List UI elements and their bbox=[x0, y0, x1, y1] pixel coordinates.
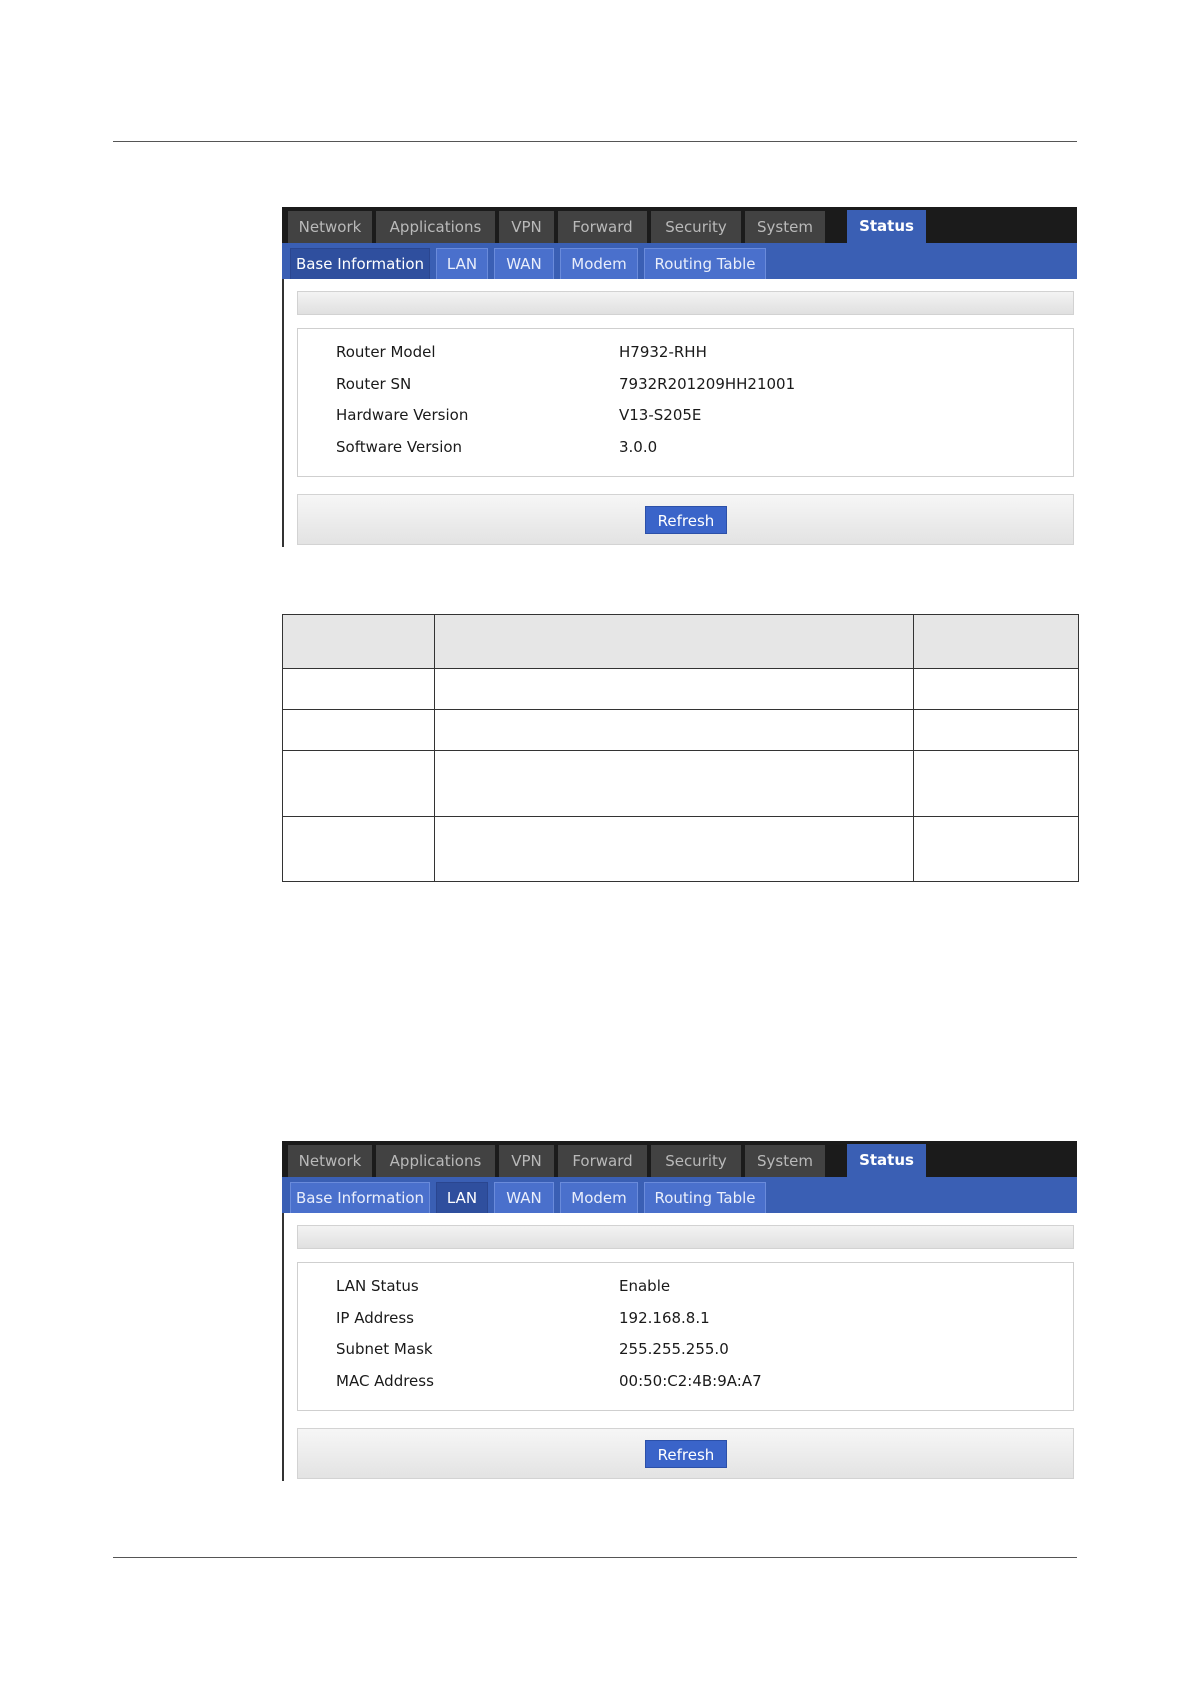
info-label: Router Model bbox=[336, 343, 436, 361]
table-cell bbox=[914, 816, 1079, 881]
info-label: MAC Address bbox=[336, 1372, 434, 1390]
section-header-bar bbox=[297, 1225, 1074, 1249]
button-bar bbox=[297, 1428, 1074, 1479]
table-row bbox=[283, 816, 1079, 881]
info-value: 3.0.0 bbox=[619, 438, 658, 456]
info-value: Enable bbox=[619, 1277, 671, 1295]
header-rule bbox=[113, 141, 1077, 142]
table-cell bbox=[434, 816, 913, 881]
info-value: H7932-RHH bbox=[619, 343, 707, 361]
subtab-base-information[interactable]: Base Information bbox=[290, 248, 430, 279]
table-row bbox=[283, 751, 1079, 816]
sub-nav bbox=[282, 243, 1077, 279]
table-cell bbox=[914, 710, 1079, 751]
tab-network[interactable]: Network bbox=[288, 211, 372, 243]
tab-status[interactable]: Status bbox=[847, 1144, 926, 1177]
table-cell bbox=[283, 751, 435, 816]
table-header-cell bbox=[914, 615, 1079, 669]
subtab-lan[interactable]: LAN bbox=[436, 248, 488, 279]
footer-rule bbox=[113, 1557, 1077, 1558]
info-label: Router SN bbox=[336, 375, 412, 393]
info-box bbox=[297, 1262, 1074, 1411]
table-cell bbox=[434, 751, 913, 816]
router-status-panel-base bbox=[282, 207, 1077, 547]
table-cell bbox=[283, 669, 435, 710]
info-value: 7932R201209HH21001 bbox=[619, 375, 796, 393]
table-header-row bbox=[283, 615, 1079, 669]
table-cell bbox=[914, 751, 1079, 816]
subtab-modem[interactable]: Modem bbox=[560, 248, 638, 279]
table-cell bbox=[434, 669, 913, 710]
table-cell bbox=[434, 710, 913, 751]
subtab-wan[interactable]: WAN bbox=[494, 1182, 554, 1213]
tab-status[interactable]: Status bbox=[847, 210, 926, 243]
tab-system[interactable]: System bbox=[745, 211, 825, 243]
router-status-panel-lan bbox=[282, 1141, 1077, 1481]
table-row bbox=[283, 710, 1079, 751]
table-cell bbox=[914, 669, 1079, 710]
info-box bbox=[297, 328, 1074, 477]
tab-network[interactable]: Network bbox=[288, 1145, 372, 1177]
info-value: 192.168.8.1 bbox=[619, 1309, 710, 1327]
section-header-bar bbox=[297, 291, 1074, 315]
sub-nav bbox=[282, 1177, 1077, 1213]
info-label: IP Address bbox=[336, 1309, 414, 1327]
table-row bbox=[283, 669, 1079, 710]
refresh-button[interactable]: Refresh bbox=[645, 506, 727, 534]
table-header-cell bbox=[434, 615, 913, 669]
tab-forward[interactable]: Forward bbox=[558, 211, 647, 243]
tab-forward[interactable]: Forward bbox=[558, 1145, 647, 1177]
info-value: 255.255.255.0 bbox=[619, 1340, 729, 1358]
content-area bbox=[282, 279, 1077, 547]
subtab-base-information[interactable]: Base Information bbox=[290, 1182, 430, 1213]
subtab-lan[interactable]: LAN bbox=[436, 1182, 488, 1213]
tab-security[interactable]: Security bbox=[651, 1145, 741, 1177]
subtab-modem[interactable]: Modem bbox=[560, 1182, 638, 1213]
tab-applications[interactable]: Applications bbox=[376, 1145, 495, 1177]
main-nav bbox=[282, 207, 1077, 243]
tab-vpn[interactable]: VPN bbox=[499, 211, 554, 243]
table-cell bbox=[283, 710, 435, 751]
tab-applications[interactable]: Applications bbox=[376, 211, 495, 243]
subtab-routing-table[interactable]: Routing Table bbox=[644, 1182, 766, 1213]
content-area bbox=[282, 1213, 1077, 1481]
table-cell bbox=[283, 816, 435, 881]
parameter-table bbox=[282, 614, 1079, 882]
subtab-routing-table[interactable]: Routing Table bbox=[644, 248, 766, 279]
info-label: Subnet Mask bbox=[336, 1340, 433, 1358]
info-label: Hardware Version bbox=[336, 406, 469, 424]
info-value: V13-S205E bbox=[619, 406, 702, 424]
info-label: Software Version bbox=[336, 438, 463, 456]
refresh-button[interactable]: Refresh bbox=[645, 1440, 727, 1468]
tab-security[interactable]: Security bbox=[651, 211, 741, 243]
main-nav bbox=[282, 1141, 1077, 1177]
info-value: 00:50:C2:4B:9A:A7 bbox=[619, 1372, 762, 1390]
button-bar bbox=[297, 494, 1074, 545]
tab-vpn[interactable]: VPN bbox=[499, 1145, 554, 1177]
info-label: LAN Status bbox=[336, 1277, 419, 1295]
table-header-cell bbox=[283, 615, 435, 669]
tab-system[interactable]: System bbox=[745, 1145, 825, 1177]
subtab-wan[interactable]: WAN bbox=[494, 248, 554, 279]
